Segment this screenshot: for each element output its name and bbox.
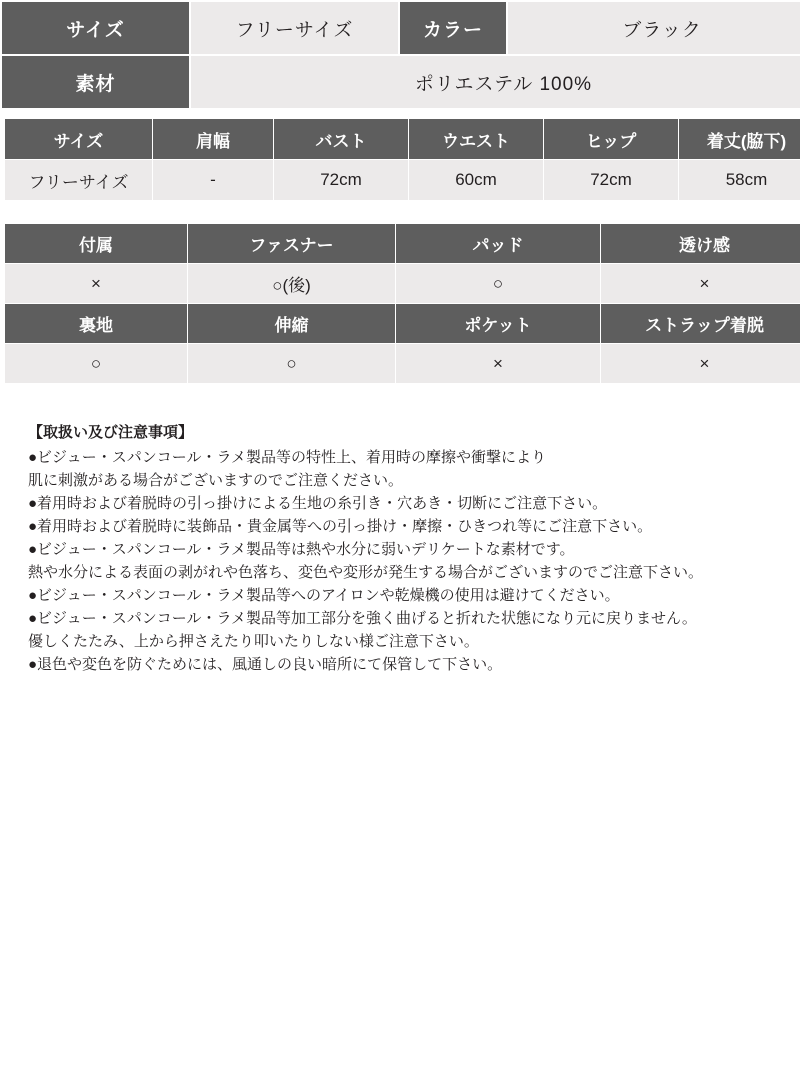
care-note-line: ●ビジュー・スパンコール・ラメ製品等の特性上、着用時の摩擦や衝撃により [28, 449, 547, 466]
feature-value-zipper: ○(後) [188, 264, 396, 304]
care-notes-title: 【取扱い及び注意事項】 [28, 424, 194, 441]
table-row [5, 160, 800, 201]
measurement-value-size: フリーサイズ [5, 160, 153, 201]
measurement-header-hip: ヒップ [544, 119, 679, 160]
measurement-value-hip: 72cm [544, 160, 679, 201]
measurement-header-bust: バスト [274, 119, 409, 160]
feature-header-accessory: 付属 [5, 224, 188, 264]
care-note-line: 熱や水分による表面の剥がれや色落ち、変色や変形が発生する場合がございますのでご注意下さい。 [28, 564, 704, 581]
feature-value-lining: ○ [5, 344, 188, 384]
care-note-line: ●着用時および着脱時の引っ掛けによる生地の糸引き・穴あき・切断にご注意下さい。 [28, 495, 608, 512]
measurement-value-shoulder: - [153, 160, 274, 201]
feature-value-strap-removable: × [601, 344, 800, 384]
measurement-value-length: 58cm [679, 160, 800, 201]
measurement-header-size: サイズ [5, 119, 153, 160]
measurement-header-shoulder: 肩幅 [153, 119, 274, 160]
table-row-header [5, 224, 800, 264]
measurement-value-bust: 72cm [274, 160, 409, 201]
spec-summary-table [0, 0, 800, 110]
feature-value-pocket: × [396, 344, 601, 384]
spec-value-color: ブラック [507, 1, 800, 55]
care-note-line: 優しくたたみ、上から押さえたり叩いたりしない様ご注意下さい。 [28, 633, 479, 650]
care-note-line: ●ビジュー・スパンコール・ラメ製品等加工部分を強く曲げると折れた状態になり元に戻りません。 [28, 610, 697, 627]
spec-label-color: カラー [399, 1, 507, 55]
feature-header-zipper: ファスナー [188, 224, 396, 264]
feature-header-stretch: 伸縮 [188, 304, 396, 344]
care-note-line: ●着用時および着脱時に装飾品・貴金属等への引っ掛け・摩擦・ひきつれ等にご注意下さい。 [28, 518, 653, 535]
table-row [1, 55, 800, 109]
spec-label-size: サイズ [1, 1, 190, 55]
feature-value-sheerness: × [601, 264, 800, 304]
feature-table [4, 223, 800, 384]
measurement-table [4, 118, 800, 201]
feature-value-pad: ○ [396, 264, 601, 304]
feature-header-sheerness: 透け感 [601, 224, 800, 264]
care-note-line: ●ビジュー・スパンコール・ラメ製品等は熱や水分に弱いデリケートな素材です。 [28, 541, 575, 558]
table-row [1, 1, 800, 55]
care-note-line: 肌に刺激がある場合がございますのでご注意ください。 [28, 472, 404, 489]
feature-header-pad: パッド [396, 224, 601, 264]
feature-value-stretch: ○ [188, 344, 396, 384]
feature-value-accessory: × [5, 264, 188, 304]
care-note-line: ●ビジュー・スパンコール・ラメ製品等へのアイロンや乾燥機の使用は避けてください。 [28, 587, 620, 604]
measurement-header-length: 着丈(脇下) [679, 119, 800, 160]
spec-value-material: ポリエステル 100% [190, 55, 800, 109]
table-row [5, 264, 800, 304]
measurement-value-waist: 60cm [409, 160, 544, 201]
feature-header-pocket: ポケット [396, 304, 601, 344]
feature-header-strap-removable: ストラップ着脱 [601, 304, 800, 344]
spec-label-material: 素材 [1, 55, 190, 109]
care-notes [28, 422, 768, 676]
table-row-header [5, 119, 800, 160]
spec-value-size: フリーサイズ [190, 1, 399, 55]
table-row-header [5, 304, 800, 344]
care-note-line: ●退色や変色を防ぐためには、風通しの良い暗所にて保管して下さい。 [28, 656, 503, 673]
measurement-header-waist: ウエスト [409, 119, 544, 160]
table-row [5, 344, 800, 384]
feature-header-lining: 裏地 [5, 304, 188, 344]
